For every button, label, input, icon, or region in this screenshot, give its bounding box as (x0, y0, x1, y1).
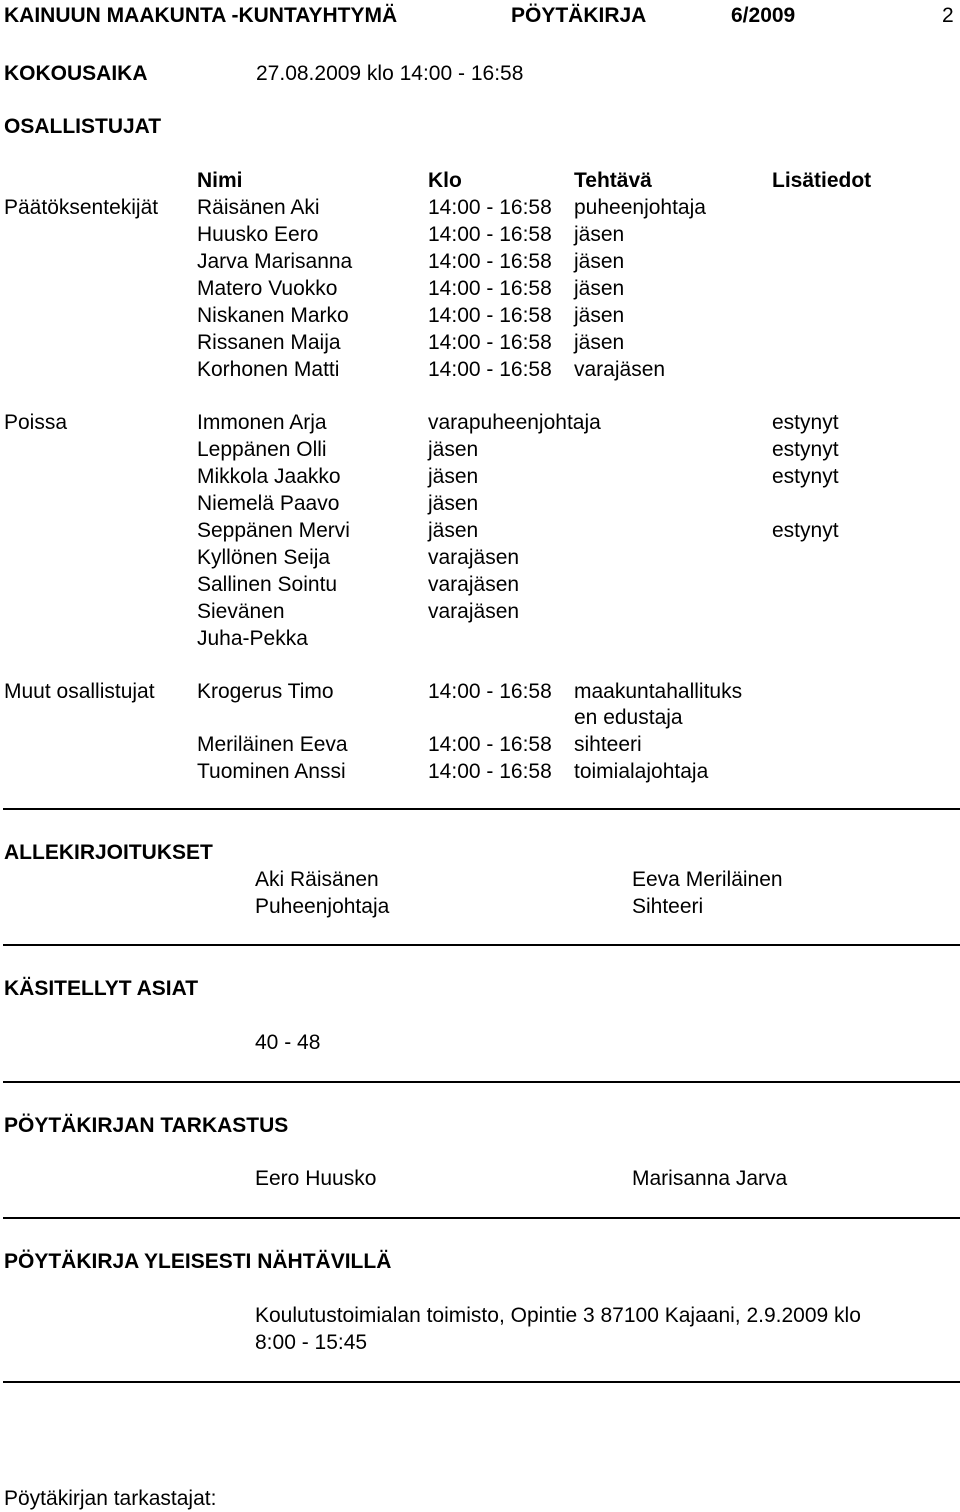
divider (3, 808, 960, 810)
participant-time: 14:00 - 16:58 (428, 733, 552, 756)
divider (3, 1217, 960, 1219)
participant-role: jäsen (428, 519, 479, 542)
column-header-name: Nimi (197, 169, 243, 192)
participant-name: Tuominen Anssi (197, 760, 346, 783)
column-header-info: Lisätiedot (772, 169, 872, 192)
secretary-title: Sihteeri (632, 895, 704, 918)
participant-name: Matero Vuokko (197, 277, 338, 300)
review-heading: PÖYTÄKIRJAN TARKASTUS (4, 1114, 289, 1137)
participant-info: estynyt (772, 411, 839, 434)
participant-name: Kyllönen Seija (197, 546, 331, 569)
participants-heading: OSALLISTUJAT (4, 115, 162, 138)
chair-name: Aki Räisänen (255, 868, 379, 891)
secretary-name: Eeva Meriläinen (632, 868, 783, 891)
participant-time: 14:00 - 16:58 (428, 304, 552, 327)
participant-time: 14:00 - 16:58 (428, 760, 552, 783)
participant-name: Juha-Pekka (197, 627, 308, 650)
public-display-heading: PÖYTÄKIRJA YLEISESTI NÄHTÄVILLÄ (4, 1250, 392, 1273)
public-display-line-1: Koulutustoimialan toimisto, Opintie 3 87100 Kajaani, 2.9.2009 klo (255, 1304, 861, 1327)
participant-name: Niskanen Marko (197, 304, 349, 327)
participant-name: Jarva Marisanna (197, 250, 353, 273)
participant-time: 14:00 - 16:58 (428, 358, 552, 381)
participant-name: Seppänen Mervi (197, 519, 350, 542)
participant-role: varajäsen (574, 358, 666, 381)
participant-time: 14:00 - 16:58 (428, 680, 552, 703)
items-heading: KÄSITELLYT ASIAT (4, 977, 199, 1000)
participant-info: estynyt (772, 438, 839, 461)
participant-time: 14:00 - 16:58 (428, 277, 552, 300)
signatures-heading: ALLEKIRJOITUKSET (4, 841, 213, 864)
participant-role: jäsen (428, 438, 479, 461)
participant-name: Sallinen Sointu (197, 573, 338, 596)
org-name: KAINUUN MAAKUNTA -KUNTAYHTYMÄ (4, 4, 398, 27)
participant-role: varajäsen (428, 600, 520, 623)
column-header-time: Klo (428, 169, 462, 192)
group-label-absent: Poissa (4, 411, 68, 434)
participant-time: 14:00 - 16:58 (428, 196, 552, 219)
participant-role: jäsen (428, 492, 479, 515)
document-type: PÖYTÄKIRJA (511, 4, 647, 27)
participant-name: Leppänen Olli (197, 438, 327, 461)
participant-name: Rissanen Maija (197, 331, 341, 354)
group-label-decision-makers: Päätöksentekijät (4, 196, 159, 219)
participant-role: jäsen (574, 277, 625, 300)
participant-role-continued: en edustaja (574, 706, 683, 729)
reviewer-1: Eero Huusko (255, 1167, 377, 1190)
meeting-time-value: 27.08.2009 klo 14:00 - 16:58 (256, 62, 524, 85)
divider (3, 1381, 960, 1383)
participant-role: jäsen (574, 223, 625, 246)
participant-role: sihteeri (574, 733, 642, 756)
public-display-line-2: 8:00 - 15:45 (255, 1331, 368, 1354)
participant-name: Meriläinen Eeva (197, 733, 348, 756)
document-number: 6/2009 (731, 4, 796, 27)
divider (3, 944, 960, 946)
participant-role: jäsen (574, 250, 625, 273)
items-value: 40 - 48 (255, 1031, 321, 1054)
participant-role: jäsen (574, 304, 625, 327)
reviewer-2: Marisanna Jarva (632, 1167, 788, 1190)
participant-role: varajäsen (428, 573, 520, 596)
participant-time: 14:00 - 16:58 (428, 223, 552, 246)
participant-role: varajäsen (428, 546, 520, 569)
participant-name: Räisänen Aki (197, 196, 320, 219)
participant-name: Immonen Arja (197, 411, 327, 434)
participant-role: maakuntahallituks (574, 680, 743, 703)
group-label-others: Muut osallistujat (4, 680, 155, 703)
footer-reviewers-label: Pöytäkirjan tarkastajat: (4, 1487, 217, 1510)
participant-name: Krogerus Timo (197, 680, 334, 703)
participant-info: estynyt (772, 519, 839, 542)
participant-name: Niemelä Paavo (197, 492, 340, 515)
participant-role: varapuheenjohtaja (428, 411, 601, 434)
participant-name: Korhonen Matti (197, 358, 340, 381)
participant-time: 14:00 - 16:58 (428, 331, 552, 354)
participant-role: jäsen (574, 331, 625, 354)
participant-name: Sievänen (197, 600, 285, 623)
divider (3, 1081, 960, 1083)
participant-info: estynyt (772, 465, 839, 488)
participant-role: puheenjohtaja (574, 196, 706, 219)
meeting-time-label: KOKOUSAIKA (4, 62, 148, 85)
column-header-role: Tehtävä (574, 169, 652, 192)
participant-role: jäsen (428, 465, 479, 488)
participant-time: 14:00 - 16:58 (428, 250, 552, 273)
page-number: 2 (942, 4, 954, 27)
participant-name: Huusko Eero (197, 223, 319, 246)
participant-name: Mikkola Jaakko (197, 465, 341, 488)
participant-role: toimialajohtaja (574, 760, 709, 783)
chair-title: Puheenjohtaja (255, 895, 390, 918)
